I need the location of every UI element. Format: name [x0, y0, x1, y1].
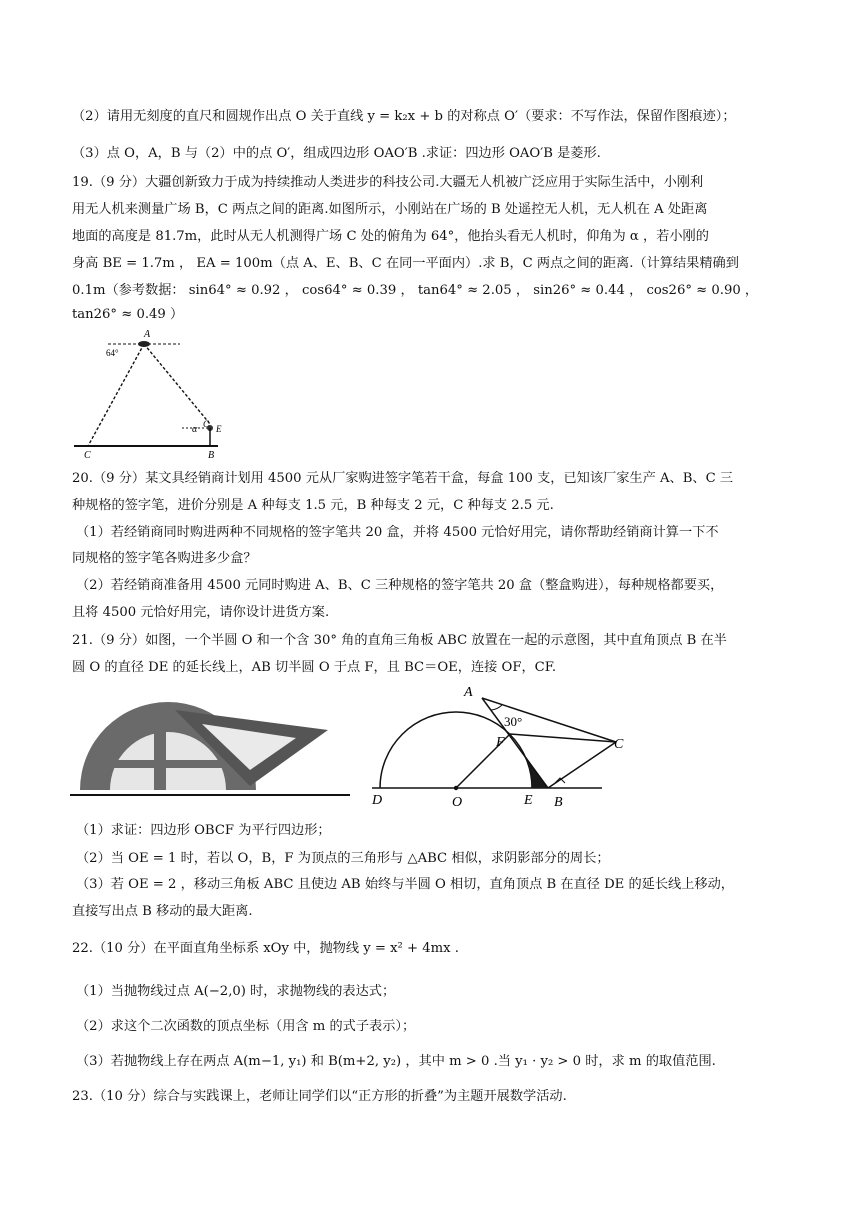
line-ae: [144, 344, 210, 424]
q20-part2-line2: 且将 4500 元恰好用完，请你设计进货方案.: [72, 605, 330, 620]
drone-icon: [138, 341, 150, 347]
label-b: B: [554, 795, 563, 810]
segment-cf: [510, 734, 616, 742]
q21-part3-line1: （3）若 OE = 2 ，移动三角板 ABC 且使边 AB 始终与半圆 O 相切，直角顶点 B 在直径 DE 的延长线上移动，: [76, 877, 734, 892]
label-d: D: [372, 793, 383, 808]
label-e: E: [524, 793, 533, 808]
point-o: [454, 786, 458, 790]
label-b: B: [208, 450, 215, 461]
line-ac: [88, 344, 144, 446]
q21-line2: 圆 O 的直径 DE 的延长线上，AB 切半圆 O 于点 F，且 BC＝OE，连接 OF，CF.: [72, 660, 557, 675]
q18-part3: （3）点 O，A，B 与（2）中的点 O′，组成四边形 OAO′B .求证：四边形 OAO′B 是菱形.: [72, 146, 601, 161]
label-30: 30°: [504, 714, 523, 729]
q20-line1: 20.（9 分）某文具经销商计划用 4500 元从厂家购进签字笔若干盒，每盒 100 支，已知该厂家生产 A、B、C 三: [72, 471, 734, 486]
figure-19-drone: [70, 328, 220, 460]
q19-line5: 0.1m（参考数据： sin64° ≈ 0.92 ， cos64° ≈ 0.39 ， tan64° ≈ 2.05 ， sin26° ≈ 0.44 ， cos26° ≈ 0.90 ，: [72, 283, 759, 298]
label-a: A: [144, 329, 151, 340]
q21-part1: （1）求证：四边形 OBCF 为平行四边形；: [76, 823, 331, 838]
figure-21-photo: [70, 686, 350, 802]
label-64: 64°: [106, 348, 119, 358]
q22-part1: （1）当抛物线过点 A(−2,0) 时，求抛物线的表达式；: [76, 984, 396, 999]
q21-line1: 21.（9 分）如图，一个半圆 O 和一个含 30° 角的直角三角板 ABC 放置在一起的示意图，其中直角顶点 B 在半: [72, 633, 727, 648]
q19-line3: 地面的高度是 81.7m，此时从无人机测得广场 C 处的俯角为 64°，他抬头看无人机时，仰角为 α ，若小刚的: [72, 229, 709, 244]
q22-line1: 22.（10 分）在平面直角坐标系 xOy 中，抛物线 y = x² + 4mx .: [72, 941, 459, 956]
q19-line1: 19.（9 分）大疆创新致力于成为持续推动人类进步的科技公司.大疆无人机被广泛应用于实际生活中，小刚利: [72, 175, 704, 190]
angle-arc: [491, 705, 502, 710]
label-f: F: [496, 735, 505, 750]
label-alpha: α: [192, 424, 198, 435]
q22-part2: （2）求这个二次函数的顶点坐标（用含 m 的式子表示）；: [76, 1019, 416, 1034]
label-c: C: [614, 737, 624, 752]
label-o: O: [452, 795, 463, 810]
q20-part2-line1: （2）若经销商准备用 4500 元同时购进 A、B、C 三种规格的签字笔共 20 盒（整盒购进），每种规格都要买，: [76, 578, 724, 593]
q19-line6: tan26° ≈ 0.49 ）: [72, 307, 184, 322]
label-c: C: [84, 450, 91, 461]
q19-line2: 用无人机来测量广场 B，C 两点之间的距离.如图所示，小刚站在广场的 B 处遥控无人机，无人机在 A 处距离: [72, 202, 708, 217]
figure-21-diagram: [370, 680, 624, 810]
q21-part2: （2）当 OE = 1 时，若以 O，B，F 为顶点的三角形与 △ABC 相似，求阴影部分的周长；: [76, 851, 610, 866]
side-bc: [548, 742, 616, 788]
q21-part3-line2: 直接写出点 B 移动的最大距离.: [72, 904, 253, 919]
label-c-small: C: [203, 419, 210, 429]
protractor-bar: [154, 708, 166, 790]
protractor-crossbar: [110, 760, 226, 768]
label-e: E: [216, 424, 222, 434]
q22-part3: （3）若抛物线上存在两点 A(m−1, y₁) 和 B(m+2, y₂) ，其中 m > 0 .当 y₁ · y₂ > 0 时，求 m 的取值范围.: [76, 1054, 716, 1069]
side-ab: [482, 698, 548, 788]
q18-part2: （2）请用无刻度的直尺和圆规作出点 O 关于直线 y = k₂x + b 的对称点 O′（要求：不写作法，保留作图痕迹）；: [72, 109, 736, 124]
q20-part1-line1: （1）若经销商同时购进两种不同规格的签字笔共 20 盒，并将 4500 元恰好用完，请你帮助经销商计算一下不: [76, 525, 719, 540]
label-a: A: [464, 685, 473, 700]
q20-part1-line2: 同规格的签字笔各购进多少盒？: [72, 551, 257, 566]
q23-line1: 23.（10 分）综合与实践课上，老师让同学们以“正方形的折叠”为主题开展数学活动.: [72, 1089, 567, 1104]
q20-line2: 种规格的签字笔，进价分别是 A 种每支 1.5 元，B 种每支 2 元，C 种每支 2.5 元.: [72, 498, 554, 513]
q19-line4: 身高 BE = 1.7m ， EA = 100m（点 A、E、B、C 在同一平面内）.求 B，C 两点之间的距离.（计算结果精确到: [72, 256, 739, 271]
